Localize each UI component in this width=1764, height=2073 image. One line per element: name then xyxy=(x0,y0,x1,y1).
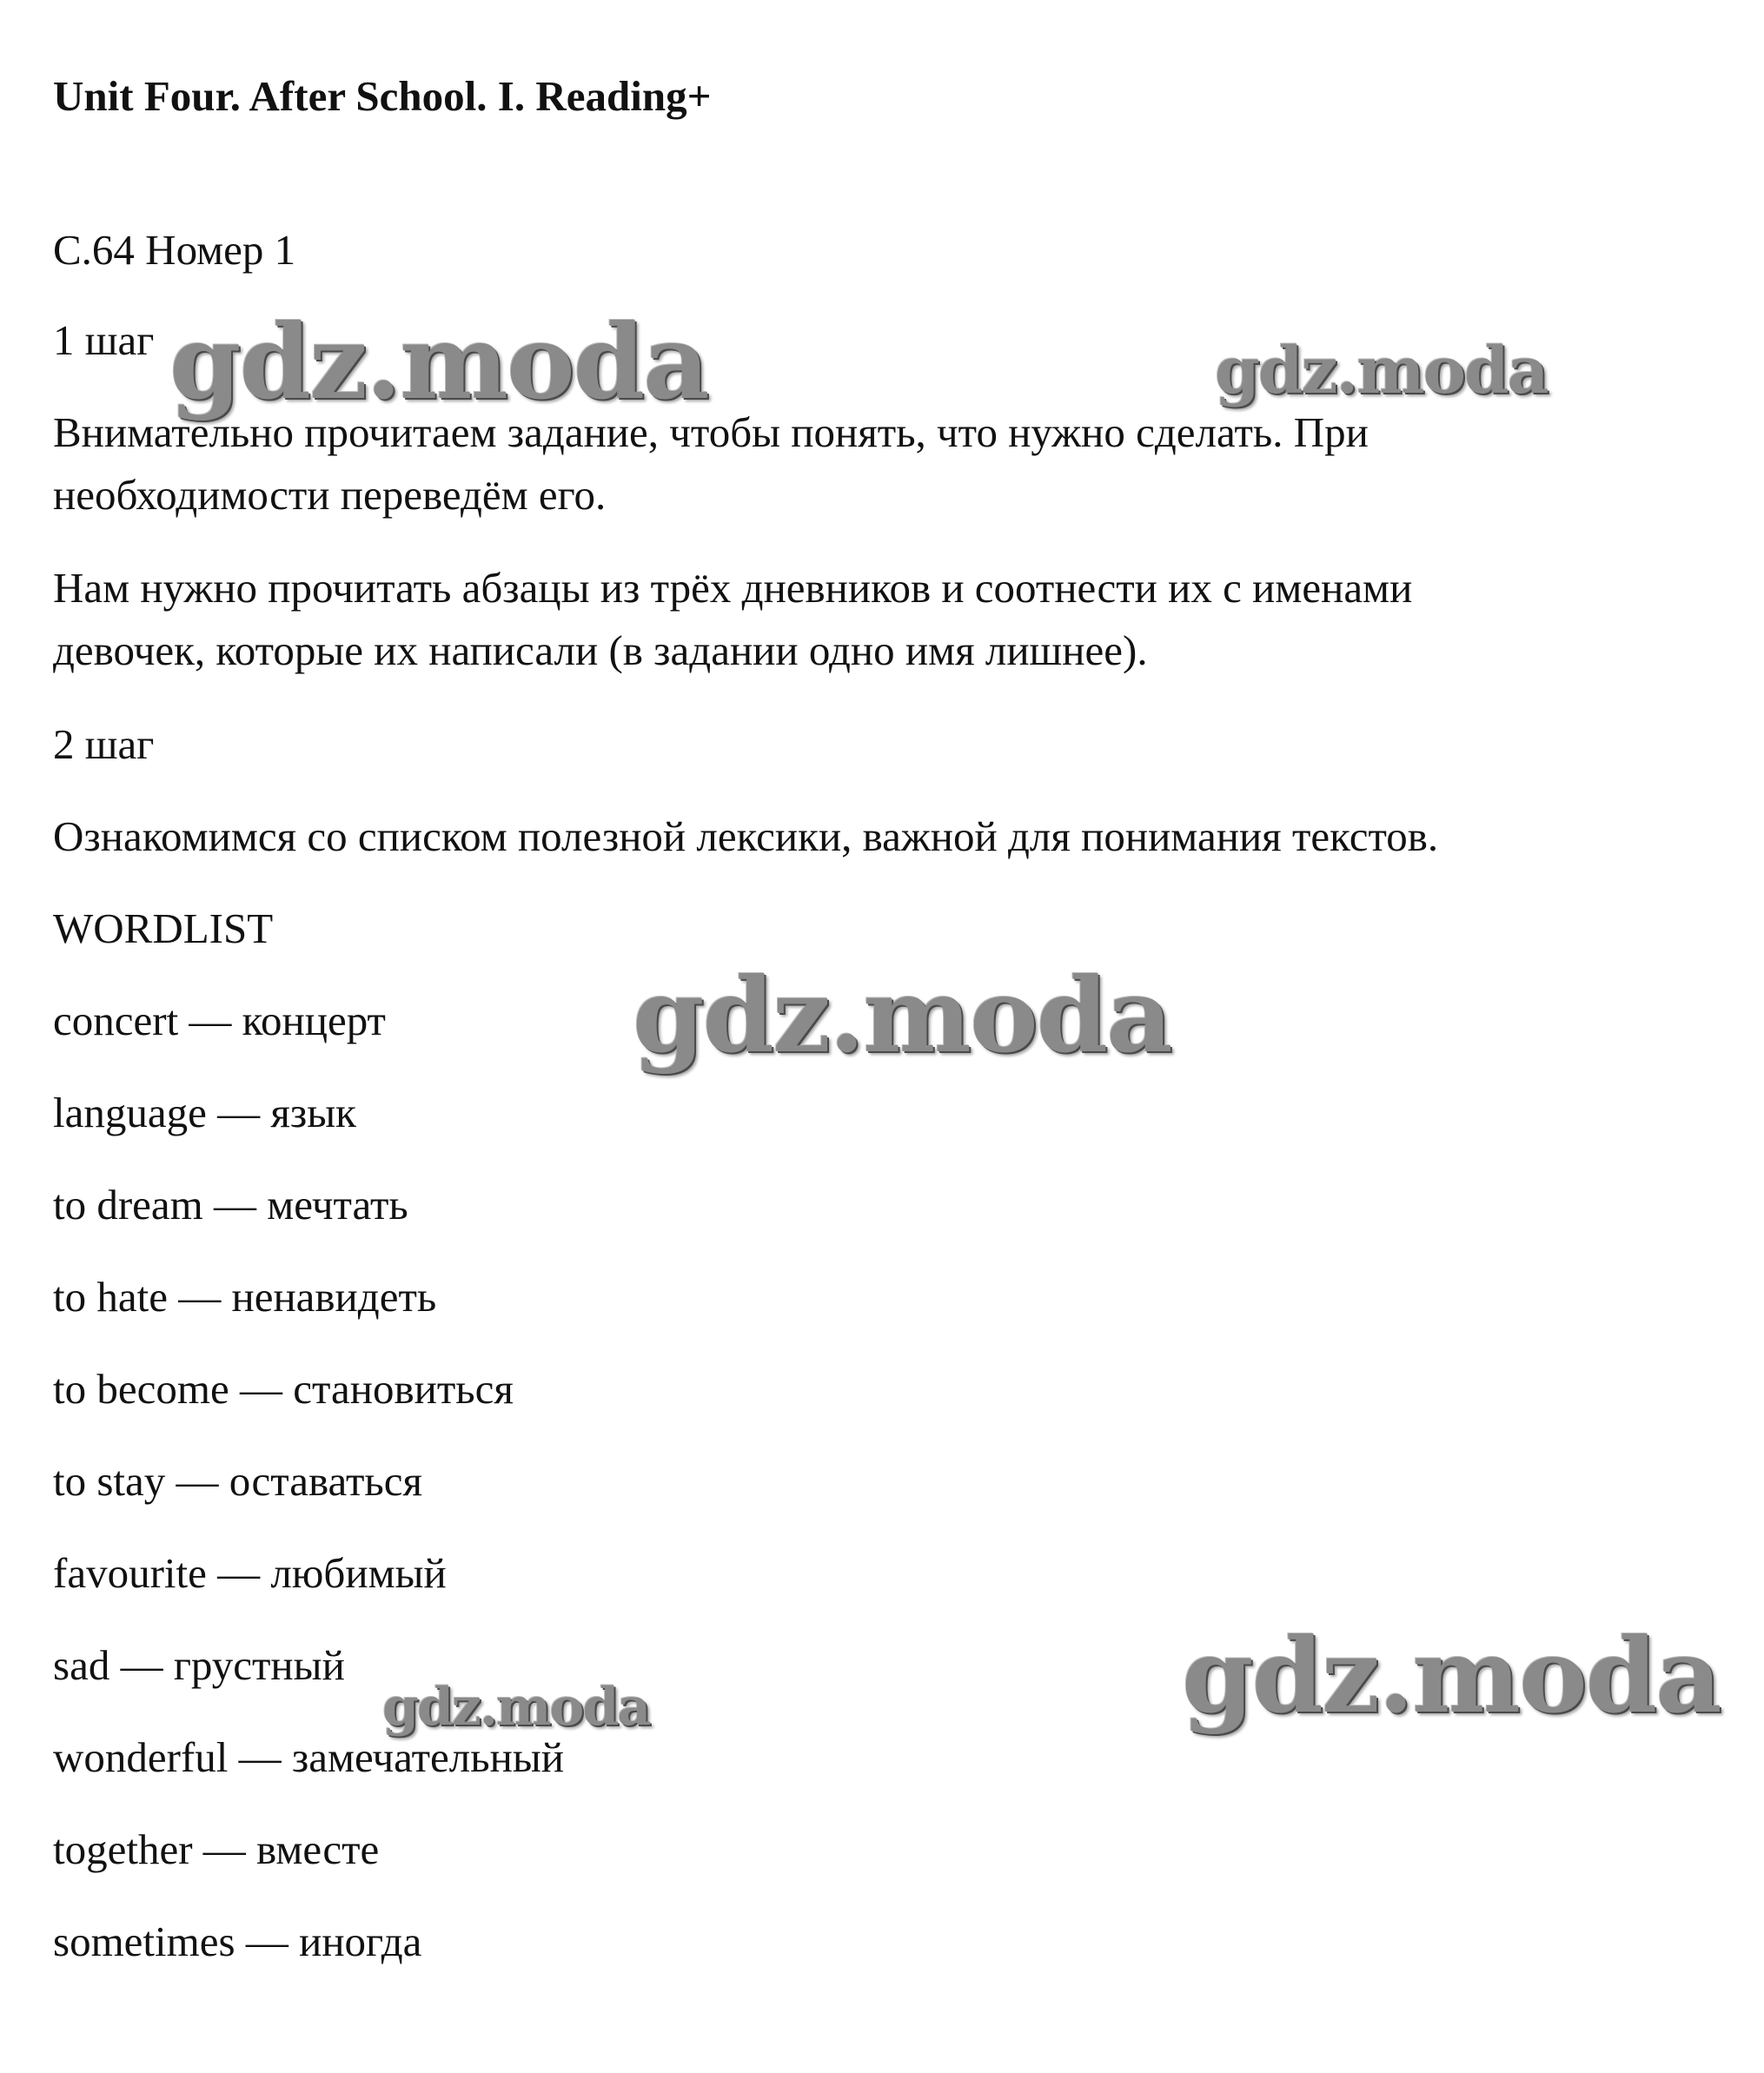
paragraph-line: Нам нужно прочитать абзацы из трёх дневников и соотнести их с именами xyxy=(53,564,1413,612)
exercise-reference: С.64 Номер 1 xyxy=(53,226,296,274)
watermark: gdz.moda xyxy=(1182,1615,1721,1736)
wordlist-item: to become — становиться xyxy=(53,1365,514,1413)
watermark: gdz.moda xyxy=(382,1677,650,1738)
page-title: Unit Four. After School. I. Reading+ xyxy=(53,72,712,120)
paragraph-line: Внимательно прочитаем задание, чтобы понять, что нужно сделать. При xyxy=(53,408,1369,456)
wordlist-item: together — вместе xyxy=(53,1825,380,1873)
step-1-paragraph-2 xyxy=(53,557,1721,682)
paragraph-line: необходимости переведём его. xyxy=(53,471,607,519)
wordlist-item: sometimes — иногда xyxy=(53,1917,422,1965)
step-1-label: 1 шаг xyxy=(53,316,155,364)
wordlist-heading: WORDLIST xyxy=(53,904,274,952)
wordlist-item: wonderful — замечательный xyxy=(53,1733,564,1781)
wordlist-item: to hate — ненавидеть xyxy=(53,1273,437,1321)
watermark: gdz.moda xyxy=(633,955,1171,1076)
wordlist-item: language — язык xyxy=(53,1089,356,1136)
paragraph-line: девочек, которые их написали (в задании одно имя лишнее). xyxy=(53,626,1148,674)
wordlist-item: concert — концерт xyxy=(53,997,386,1044)
wordlist-item: favourite — любимый xyxy=(53,1549,447,1597)
watermark: gdz.moda xyxy=(169,301,708,422)
step-1-paragraph-1 xyxy=(53,401,1721,527)
watermark: gdz.moda xyxy=(1215,334,1548,408)
wordlist-item: to stay — оставаться xyxy=(53,1457,423,1505)
wordlist-item: to dream — мечтать xyxy=(53,1181,408,1229)
wordlist-item: sad — грустный xyxy=(53,1641,345,1689)
step-2-label: 2 шаг xyxy=(53,720,155,768)
step-2-paragraph: Ознакомимся со списком полезной лексики, важной для понимания текстов. xyxy=(53,812,1439,860)
